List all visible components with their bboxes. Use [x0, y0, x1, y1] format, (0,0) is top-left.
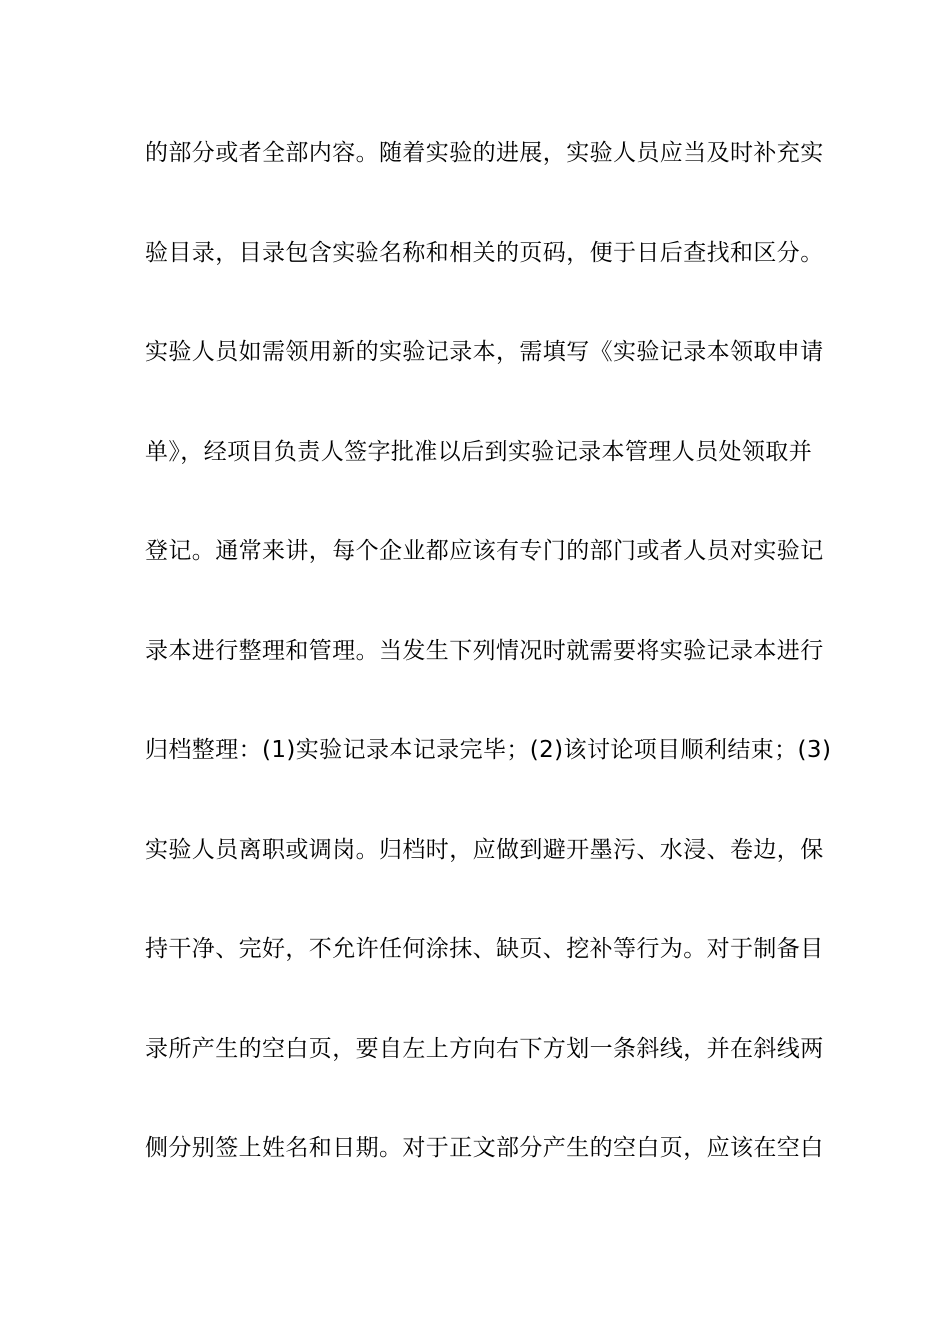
- text-line-5: 登记。通常来讲，每个企业都应该有专门的部门或者人员对实验记: [145, 538, 824, 564]
- text-line-3: 实验人员如需领用新的实验记录本，需填写《实验记录本领取申请: [145, 339, 824, 365]
- text-line-2: 验目录，目录包含实验名称和相关的页码，便于日后查找和区分。: [145, 239, 824, 266]
- text-line-7: 归档整理：(1)实验记录本记录完毕；(2)该讨论项目顺利结束；(3): [145, 737, 832, 763]
- body-text: [145, 132, 832, 1227]
- text-line-10: 录所产生的空白页，要自左上方向右下方划一条斜线，并在斜线两: [145, 1035, 824, 1062]
- text-line-6: 录本进行整理和管理。当发生下列情况时就需要将实验记录本进行: [145, 637, 824, 664]
- text-line-4: 单》，经项目负责人签字批准以后到实验记录本管理人员处领取并: [145, 438, 813, 465]
- text-line-11: 侧分别签上姓名和日期。对于正文部分产生的空白页，应该在空白: [145, 1135, 824, 1161]
- text-line-8: 实验人员离职或调岗。归档时，应做到避开墨污、水浸、卷边，保: [145, 836, 824, 863]
- text-line-9: 持干净、完好，不允许任何涂抹、缺页、挖补等行为。对于制备目: [145, 936, 824, 962]
- text-line-1: 的部分或者全部内容。随着实验的进展，实验人员应当及时补充实: [145, 140, 824, 166]
